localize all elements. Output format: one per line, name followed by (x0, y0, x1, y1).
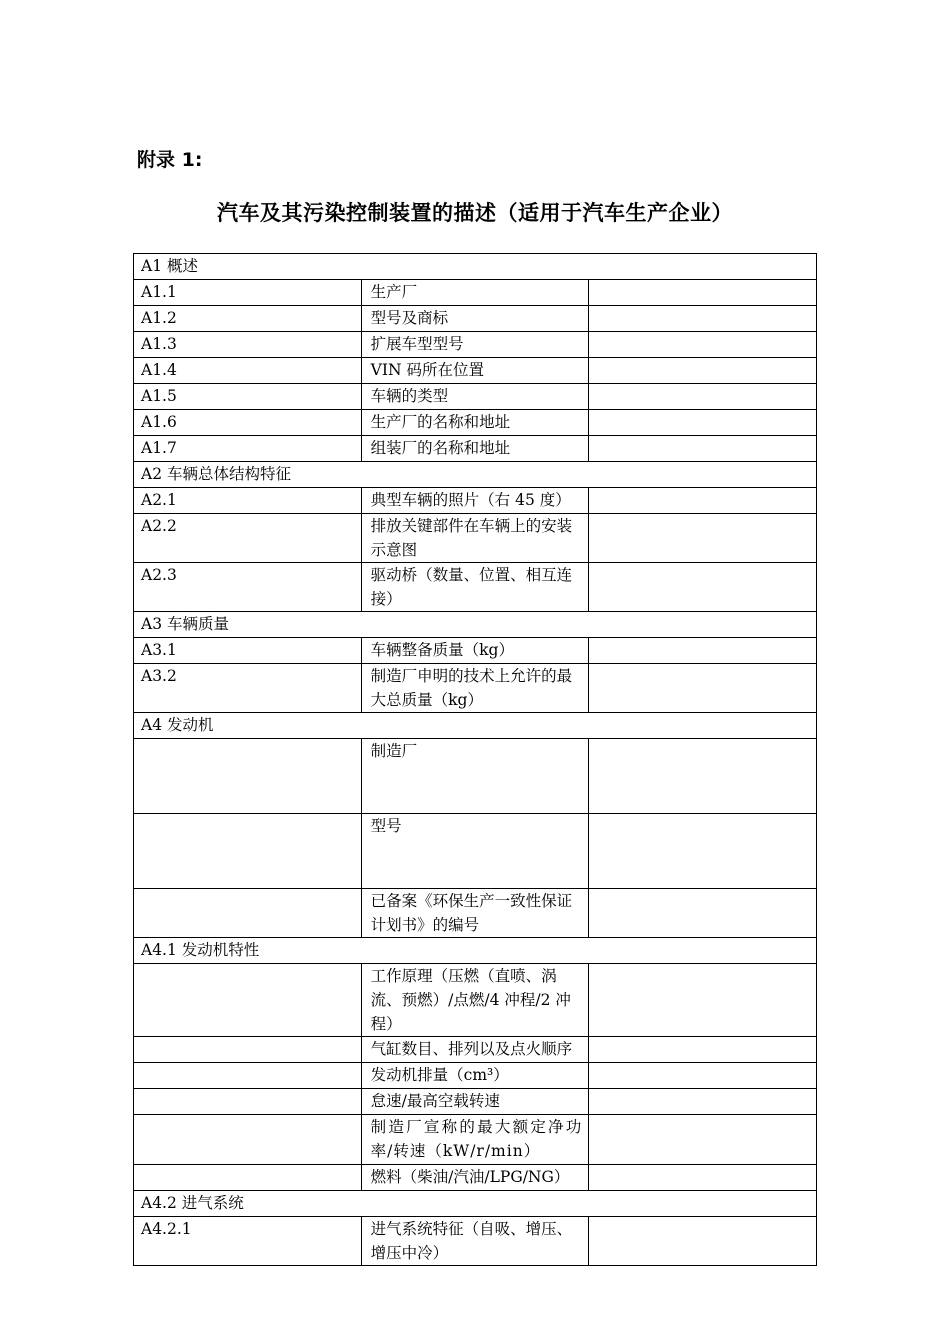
item-value-cell (589, 358, 817, 384)
item-code (134, 1037, 362, 1063)
section-row (134, 938, 817, 964)
section-row (134, 254, 817, 280)
item-value-cell (589, 436, 817, 462)
table-row (134, 1037, 817, 1063)
item-value-cell (589, 638, 817, 664)
item-value-cell (589, 1063, 817, 1089)
table-row (134, 664, 817, 713)
item-code: A1.3 (134, 332, 362, 358)
item-description: 扩展车型型号 (361, 332, 589, 358)
item-code: A1.4 (134, 358, 362, 384)
table-row (134, 384, 817, 410)
table-row (134, 563, 817, 612)
item-description: 典型车辆的照片（右 45 度） (361, 488, 589, 514)
item-value-cell (589, 1217, 817, 1266)
table-row (134, 1063, 817, 1089)
item-value-cell (589, 280, 817, 306)
table-row (134, 280, 817, 306)
table-row (134, 332, 817, 358)
item-code (134, 1165, 362, 1191)
item-description: 制造厂宣称的最大额定净功率/转速（kW/r/min） (361, 1115, 589, 1165)
item-description: 车辆的类型 (361, 384, 589, 410)
section-heading: A2 车辆总体结构特征 (134, 462, 817, 488)
item-description: 型号及商标 (361, 306, 589, 332)
item-value-cell (589, 410, 817, 436)
item-code: A2.3 (134, 563, 362, 612)
item-value-cell (589, 964, 817, 1037)
table-row (134, 306, 817, 332)
item-code: A2.1 (134, 488, 362, 514)
item-value-cell (589, 488, 817, 514)
section-heading: A1 概述 (134, 254, 817, 280)
item-description: 燃料（柴油/汽油/LPG/NG） (361, 1165, 589, 1191)
table-row (134, 739, 817, 814)
item-description: 排放关键部件在车辆上的安装示意图 (361, 514, 589, 563)
item-code (134, 964, 362, 1037)
item-value-cell (589, 889, 817, 938)
item-code: A3.2 (134, 664, 362, 713)
item-value-cell (589, 384, 817, 410)
item-description: 型号 (361, 814, 589, 889)
section-row (134, 462, 817, 488)
item-code (134, 1089, 362, 1115)
table-row (134, 358, 817, 384)
appendix-label: 附录 1: (137, 149, 203, 171)
item-value-cell (589, 1115, 817, 1165)
vehicle-description-table (133, 253, 817, 1266)
item-value-cell (589, 514, 817, 563)
item-value-cell (589, 563, 817, 612)
item-description: 发动机排量（cm³） (361, 1063, 589, 1089)
table-row (134, 964, 817, 1037)
item-description: 驱动桥（数量、位置、相互连接） (361, 563, 589, 612)
item-description: VIN 码所在位置 (361, 358, 589, 384)
item-code: A1.2 (134, 306, 362, 332)
item-code: A3.1 (134, 638, 362, 664)
section-heading: A4 发动机 (134, 713, 817, 739)
item-code (134, 814, 362, 889)
item-code: A1.7 (134, 436, 362, 462)
item-value-cell (589, 664, 817, 713)
item-description: 怠速/最高空载转速 (361, 1089, 589, 1115)
item-code: A4.2.1 (134, 1217, 362, 1266)
section-row (134, 612, 817, 638)
item-value-cell (589, 814, 817, 889)
item-code: A1.1 (134, 280, 362, 306)
table-row (134, 436, 817, 462)
table-row (134, 1217, 817, 1266)
document-title: 汽车及其污染控制装置的描述（适用于汽车生产企业） (217, 200, 733, 225)
item-code (134, 739, 362, 814)
item-description: 生产厂 (361, 280, 589, 306)
table-row (134, 889, 817, 938)
item-description: 组装厂的名称和地址 (361, 436, 589, 462)
item-description: 制造厂申明的技术上允许的最大总质量（kg） (361, 664, 589, 713)
item-description: 已备案《环保生产一致性保证计划书》的编号 (361, 889, 589, 938)
item-value-cell (589, 332, 817, 358)
table-row (134, 814, 817, 889)
item-code (134, 889, 362, 938)
item-value-cell (589, 1037, 817, 1063)
table-row (134, 1115, 817, 1165)
item-code: A2.2 (134, 514, 362, 563)
table-row (134, 1165, 817, 1191)
item-value-cell (589, 306, 817, 332)
section-heading: A3 车辆质量 (134, 612, 817, 638)
section-row (134, 1191, 817, 1217)
item-code: A1.6 (134, 410, 362, 436)
item-code: A1.5 (134, 384, 362, 410)
table-row (134, 638, 817, 664)
section-heading: A4.2 进气系统 (134, 1191, 817, 1217)
item-description: 进气系统特征（自吸、增压、增压中冷） (361, 1217, 589, 1266)
item-value-cell (589, 739, 817, 814)
item-description: 车辆整备质量（kg） (361, 638, 589, 664)
item-code (134, 1063, 362, 1089)
item-value-cell (589, 1165, 817, 1191)
item-description: 生产厂的名称和地址 (361, 410, 589, 436)
section-heading: A4.1 发动机特性 (134, 938, 817, 964)
section-row (134, 713, 817, 739)
item-description: 工作原理（压燃（直喷、涡流、预燃）/点燃/4 冲程/2 冲程） (361, 964, 589, 1037)
table-row (134, 488, 817, 514)
table-row (134, 1089, 817, 1115)
table-row (134, 410, 817, 436)
item-code (134, 1115, 362, 1165)
item-value-cell (589, 1089, 817, 1115)
item-description: 制造厂 (361, 739, 589, 814)
item-description: 气缸数目、排列以及点火顺序 (361, 1037, 589, 1063)
table-row (134, 514, 817, 563)
